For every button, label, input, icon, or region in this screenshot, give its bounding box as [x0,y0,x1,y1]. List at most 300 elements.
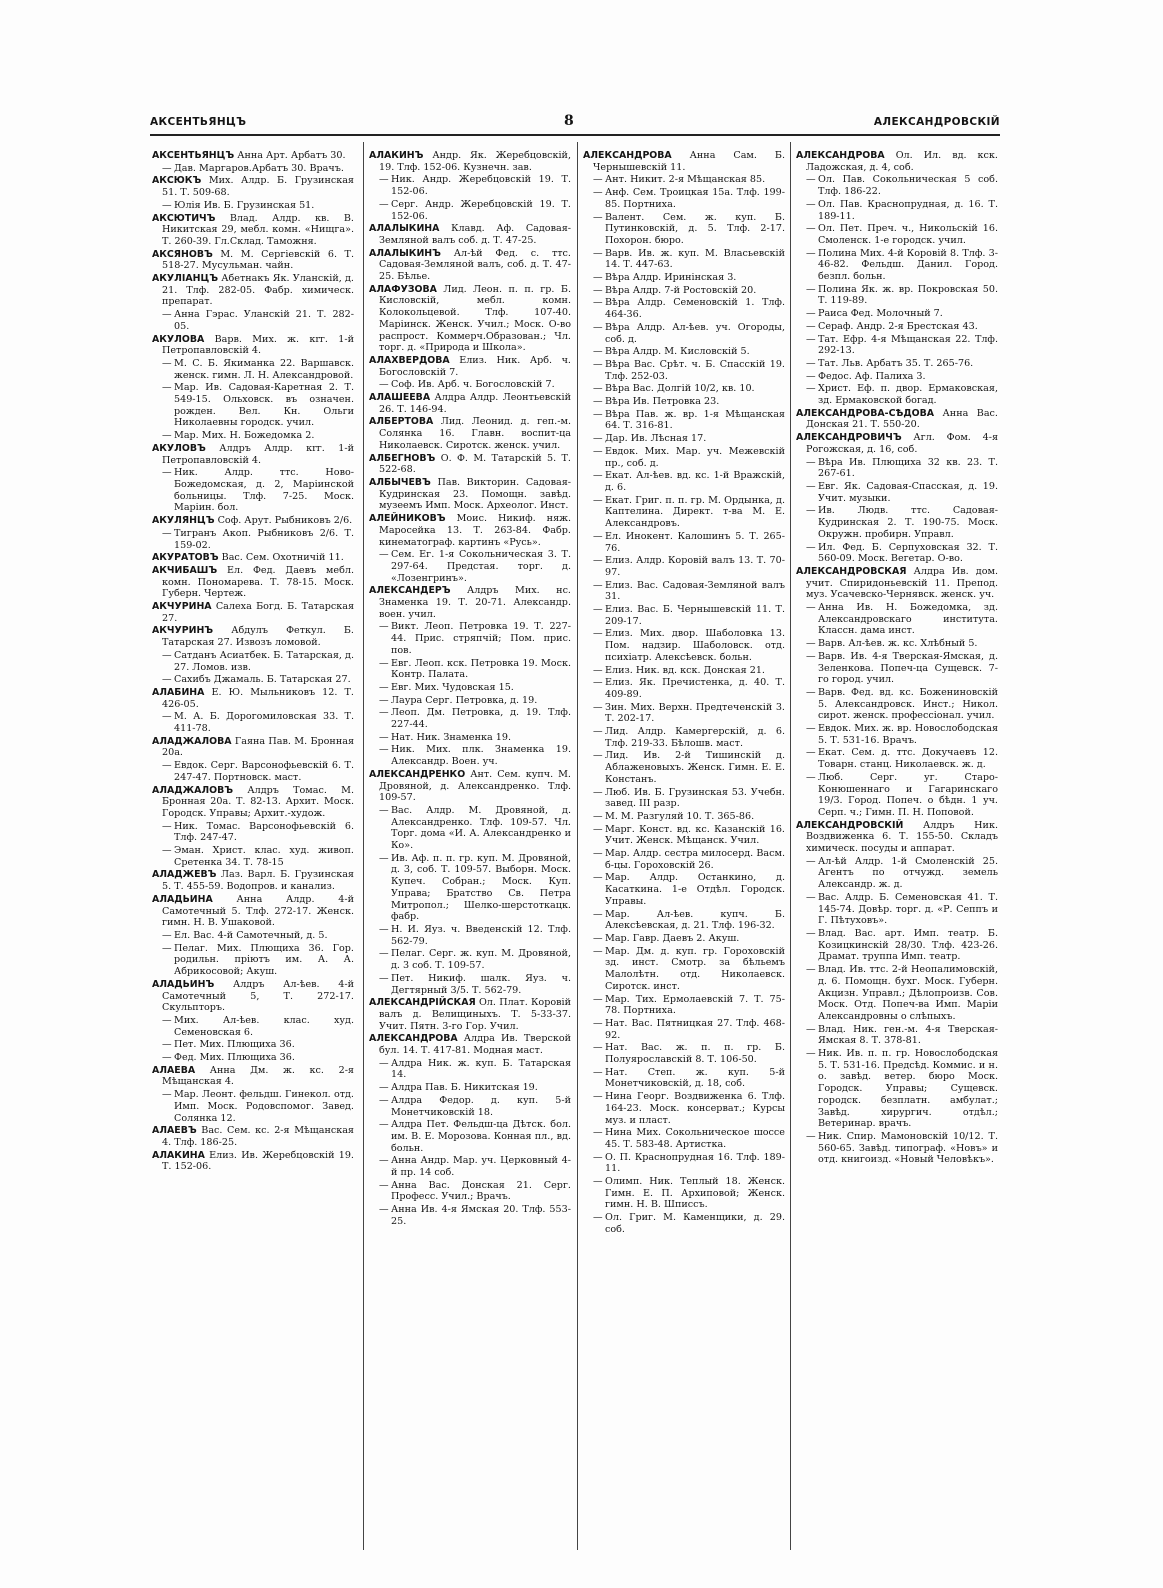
entry-dash: — [593,1176,603,1188]
entry-text: Мар. Мих. Н. Божедомка 2. [174,430,315,442]
entry-dash: — [162,1014,172,1026]
directory-entry [152,869,354,892]
sub-entry [369,924,571,947]
sub-entry [369,1155,571,1178]
entry-dash: — [379,731,389,743]
entry-text: Нат. Степ. ж. куп. 5-й Монетчиковскій, д. 18, соб. [605,1066,785,1090]
entry-text: Абдулъ Феткул. Б. Татарская 27. Извозъ ломовой. [162,625,354,649]
entry-text: Сем. Ег. 1-я Сокольническая 3. Т. 297-64. Предстая. торг. д. «Лозенгринъ». [391,549,571,584]
entry-dash: — [162,820,172,832]
entry-text: Варв. Ал-ѣев. ж. кс. Хлѣбный 5. [818,638,978,650]
entry-dash: — [593,445,603,457]
directory-entry [796,150,998,173]
surname-heading: АКСЕНТЬЯНЦЪ [152,150,235,161]
surname-heading: АКЧУРИНЪ [152,625,214,637]
entry-dash: — [162,760,172,772]
entry-dash: — [379,924,389,935]
surname-heading: АКСЯНОВЪ [152,248,213,260]
entry-text: Серг. Андр. Жеребцовскій 19. Т. 152-06. [391,198,571,222]
entry-dash: — [593,346,603,358]
entry-dash: — [379,1082,389,1094]
sub-entry [583,531,785,554]
running-header [150,113,1000,134]
sub-entry [583,470,785,493]
sub-entry [152,943,354,978]
sub-entry [583,726,785,749]
entry-dash: — [593,284,603,296]
sub-entry [369,744,571,767]
entry-text: Вѣра Ив. Петровка 23. [605,396,720,408]
directory-entry [369,248,571,283]
sub-entry [796,358,998,370]
surname-heading: АКУЛОВЪ [152,442,206,454]
entry-text: Салеха Богд. Б. Татарская 27. [162,601,354,624]
sub-entry [796,964,998,1023]
sub-entry [796,602,998,637]
entry-text: Вѣра Пав. ж. вр. 1-я Мѣщанская 64. Т. 316-81. [605,408,785,432]
surname-heading: АЛАЕВЪ [152,1125,197,1137]
entry-text: Ол. Плат. Коровій валъ д. Велищиныхъ. Т. 5-33-37. Учит. Пятн. 3-го Гор. Учил. [379,997,571,1032]
surname-heading: АЛАДЬИНА [152,893,213,905]
sub-entry [369,199,571,222]
surname-heading: АЛЕКСАНДРОВА [583,150,672,161]
entry-dash: — [593,1151,603,1163]
entry-dash: — [379,198,389,210]
entry-text: Ив. Аф. п. п. гр. куп. М. Дровяной, д. 3, соб. Т. 109-57. Выборн. Моск. Купеч. Собран.; Моск. Куп. Управа; Братство Св. Петра Митропол.; Шелко-шерстоткацк. фабр. [391,852,571,923]
sub-entry [583,580,785,603]
entry-text: Вас. Сем. Охотничій 11. [221,552,344,564]
sub-entry [583,1018,785,1041]
sub-entry [152,309,354,332]
sub-entry [583,346,785,358]
column-2 [369,150,571,1550]
surname-heading: АЛАШЕЕВА [369,392,431,404]
entry-dash: — [806,855,816,867]
sub-entry [796,892,998,927]
entry-text: Алдръ Ник. Воздвиженка 6. Т. 155-50. Складъ химическ. посуды и аппарат. [806,819,998,855]
entry-dash: — [593,872,603,884]
sub-entry [369,805,571,852]
directory-entry [152,213,354,248]
entry-dash: — [593,579,603,591]
directory-entry [152,785,354,820]
entry-text: Моис. Никиф. няж. Маросейка 13. Т. 263-84. Фабр. кинематограф. картинъ «Русь». [379,513,571,548]
sub-entry [796,687,998,722]
entry-text: Вѣра Алдр. Семеновскій 1. Тлф. 464-36. [605,297,785,321]
entry-dash: — [806,198,816,210]
surname-heading: АКЧУРИНА [152,601,212,613]
entry-dash: — [593,494,603,506]
entry-text: Анна Вас. Донская 21. Серг. Професс. Учил.; Врачъ. [391,1179,571,1203]
entry-text: Ол. Ил. вд. кск. Ладожская, д. 4, соб. [806,150,998,173]
entry-text: Алдра Алдр. Леонтьевскій 26. Т. 146-94. [379,392,571,415]
entry-text: Леоп. Дм. Петровка, д. 19. Тлф. 227-44. [391,707,571,731]
entry-dash: — [806,1048,816,1060]
sub-entry [583,297,785,320]
sub-entry [796,334,998,357]
entry-text: Анф. Сем. Троицкая 15а. Тлф. 199-85. Портниха. [605,187,785,210]
entry-text: Мар. Леонт. фельдш. Гинекол. отд. Имп. Моск. Родовспомог. Завед. Солянка 12. [174,1089,354,1124]
entry-text: Мих. Ал-ѣев. клас. худ. Семеновская 6. [174,1014,354,1038]
entry-text: Сатданъ Асиатбек. Б. Татарская, д. 27. Ломов. изв. [174,649,354,673]
entry-dash: — [593,750,603,762]
sub-entry [583,555,785,578]
entry-text: Лид. Алдр. Камергерскій, д. 6. Тлф. 219-33. Бѣлошв. маст. [605,726,785,749]
entry-text: Ник. Ив. п. п. гр. Новослободская 5. Т. 531-16. Предсѣд. Коммис. и н. о. завѣд. ветер. бюро Моск. Городск. Управы; Сущевск. городск. безплатн. амбулат.; Завѣд. хирургич. отдѣл.; Ветеринар. врачъ. [818,1048,998,1130]
sub-entry [152,200,354,212]
entry-text: Анна Сам. Б. Чернышевскій 11. [593,150,785,173]
sub-entry [583,409,785,432]
entry-dash: — [593,530,603,542]
entry-dash: — [379,707,389,719]
entry-text: Евдок. Серг. Варсонофьевскій 6. Т. 247-47. Портновск. маст. [174,760,354,783]
entry-dash: — [379,174,389,186]
header-right-guideword: АЛЕКСАНДРОВСКІЙ [873,116,1000,128]
sub-entry [583,433,785,445]
entry-text: Сахибъ Джамаль. Б. Татарская 27. [174,674,351,686]
surname-heading: АЛЕКСАНДРОВА-СѢДОВА [796,407,935,419]
sub-entry [152,382,354,429]
entry-text: Соф. Арут. Рыбниковъ 2/6. [217,515,353,527]
entry-text: Вѣра Вас. Долгій 10/2, кв. 10. [605,383,755,395]
header-left-guideword: АКСЕНТЬЯНЦЪ [150,116,247,128]
entry-dash: — [806,505,816,517]
entry-text: Дав. Маргаров.Арбатъ 30. Врачъ. [174,162,344,174]
entry-text: Вѣра Алдр. 7-й Ростовскій 20. [605,284,757,296]
surname-heading: АЛЕЙНИКОВЪ [369,513,446,525]
sub-entry [583,1176,785,1211]
sub-entry [369,174,571,197]
entry-text: Варв. Мих. ж. кrг. 1-й Петропавловскій 4. [162,333,354,357]
sub-entry [369,549,571,584]
entry-dash: — [806,333,816,345]
surname-heading: АЛБЫЧЕВЪ [369,476,431,488]
entry-dash: — [379,694,389,706]
directory-entry [152,515,354,527]
entry-text: Тат. Льв. Арбатъ 35. Т. 265-76. [818,357,974,369]
entry-text: Елиз. Вас. Б. Чернышевскій 11. Т. 209-17. [605,604,785,627]
entry-text: Влад. Алдр. кв. В. Никитская 29, мебл. комн. «Нищга». Т. 260-39. Гл.Склад. Таможня. [162,212,354,247]
sub-entry [796,928,998,963]
directory-entry [369,513,571,548]
entry-text: Алдра Ив. Тверской бул. 14. Т. 417-81. Модная маст. [379,1033,571,1057]
sub-entry [152,674,354,686]
entry-text: Елиз. Алдр. Коровій валъ 13. Т. 70-97. [605,555,785,578]
entry-text: Ник. Томас. Варсонофьевскій 6. Тлф. 247-47. [174,820,354,844]
entry-text: Соф. Ив. Арб. ч. Богословскій 7. [391,379,555,391]
entry-dash: — [593,211,603,223]
entry-text: О. П. Краснопрудная 16. Тлф. 189-11. [605,1151,785,1175]
entry-text: Ал-ѣй Фед. с. ттс. Садовая-Земляной валъ, соб. д. Т. 47-25. Бѣлье. [379,247,571,283]
entry-text: Ол. Пав. Сокольническая 5 соб. Тлф. 186-22. [818,174,998,198]
entry-dash: — [593,470,603,482]
surname-heading: АЛАЕВА [152,1064,196,1076]
sub-entry [583,1212,785,1235]
entry-dash: — [806,370,816,382]
directory-entry [152,565,354,600]
entry-text: Мар. Алдр. сестра милосерд. Васм. б-цы. Гороховскій 26. [605,848,785,871]
entry-dash: — [806,928,816,939]
sub-entry [369,1180,571,1203]
entry-text: Викт. Леоп. Петровка 19. Т. 227-44. Прис. стряпчій; Пом. прис. пов. [391,621,571,656]
entry-text: Сераф. Андр. 2-я Брестская 43. [818,320,978,332]
directory-entry [369,392,571,415]
entry-text: Алдра Пав. Б. Никитская 19. [391,1082,538,1094]
surname-heading: АЛАДЖЕВЪ [152,869,217,881]
sub-entry [583,933,785,945]
sub-entry [583,628,785,663]
entry-text: Анна Гэрас. Уланскій 21. Т. 282-05. [174,309,354,332]
entry-dash: — [379,972,389,984]
entry-dash: — [162,199,172,211]
entry-text: Мар. Ив. Садовая-Каретная 2. Т. 549-15. Ольховск. въ означен. рожден. Вел. Кн. Ольги Николаевны городск. учил. [174,382,354,429]
entry-dash: — [806,283,816,295]
entry-dash: — [806,771,816,783]
surname-heading: АКСЮТИЧЪ [152,212,216,224]
column-divider [577,142,578,1550]
sub-entry [583,396,785,408]
entry-dash: — [806,308,816,320]
entry-dash: — [162,357,172,369]
entry-text: Вѣра Алдр. Иринінская 3. [605,272,737,284]
sub-entry [583,1091,785,1126]
directory-entry [369,355,571,378]
entry-text: Влад. Вас. арт. Имп. театр. Б. Козицкинскій 28/30. Тлф. 423-26. Драмат. труппа Имп. театр. [818,928,998,963]
entry-text: Нина Мих. Сокольническое шоссе 45. Т. 583-48. Артистка. [605,1127,785,1150]
sub-entry [796,174,998,197]
sub-entry [796,284,998,307]
entry-dash: — [593,810,603,822]
sub-entry [369,707,571,730]
sub-entry [152,821,354,844]
sub-entry [152,430,354,442]
entry-dash: — [379,681,389,693]
directory-entry [583,150,785,173]
entry-text: Ник. Спир. Мамоновскій 10/12. Т. 560-65. Завѣд. типограф. «Новъ» и отд. книгоизд. «Новый Человѣкъ». [818,1130,998,1166]
sub-entry [369,1119,571,1154]
sub-entry [369,682,571,694]
entry-dash: — [593,726,603,738]
entry-dash: — [379,1204,389,1216]
sub-entry [583,322,785,345]
entry-text: М. М. Сергіевскій 6. Т. 518-27. Мусульман. чайн. [162,248,354,272]
entry-text: Пелаг. Мих. Плющиха 36. Гор. родильн. пріютъ им. А. А. Абрикосовой; Акуш. [174,942,354,978]
entry-text: Анна Ив. 4-я Ямская 20. Тлф. 553-25. [391,1204,571,1227]
entry-text: Анна Андр. Мар. уч. Церковный 4-й пр. 14 соб. [391,1155,571,1179]
sub-entry [796,321,998,333]
entry-text: Вѣра Ив. Плющиха 32 кв. 23. Т. 267-61. [818,456,998,480]
sub-entry [583,1127,785,1150]
entry-text: М. М. Разгуляй 10. Т. 365-86. [605,810,755,822]
entry-text: Пет. Мих. Плющиха 36. [174,1039,295,1051]
entry-text: Вас. Алдр. Б. Семеновская 41. Т. 145-74. Довѣр. торг. д. «Р. Сеппъ и Г. Пѣтуховъ». [818,891,998,927]
entry-text: Е. Ю. Мыльниковъ 12. Т. 426-05. [162,686,354,710]
sub-entry [583,495,785,530]
entry-text: Варв. Ив. ж. куп. М. Власьевскій 14. Т. 447-63. [605,247,785,271]
entry-text: Евдок. Мих. ж. вр. Новослободская 5. Т. 531-16. Врачъ. [818,723,998,746]
entry-text: Ив. Людв. ттс. Садовая-Кудринская 2. Т. 190-75. Моск. Окружн. пробирн. Управл. [818,505,998,540]
entry-dash: — [162,1039,172,1051]
entry-text: Елиз. Мих. двор. Шаболовка 13. Пом. надзир. Шаболовск. отд. психіатр. Алексѣевск. больн. [605,628,785,663]
sub-entry [369,973,571,996]
entry-dash: — [162,674,172,686]
surname-heading: АЛЕКСАНДРІЙСКАЯ [369,997,476,1009]
sub-entry [152,1015,354,1038]
entry-text: Мар. Ал-ѣев. купч. Б. Алексѣевская, д. 21. Тлф. 196-32. [605,908,785,932]
sub-entry [796,199,998,222]
entry-dash: — [806,223,816,235]
sub-entry [369,695,571,707]
sub-entry [796,481,998,504]
surname-heading: АЛЕКСАНДРЕНКО [369,768,466,780]
entry-dash: — [593,174,603,186]
entry-text: Анна Вас. Донская 21. Т. 550-20. [806,407,998,431]
entry-dash: — [806,541,816,553]
header-rule [150,134,1000,136]
entry-dash: — [593,383,603,395]
entry-text: Фед. Мих. Плющиха 36. [174,1052,295,1064]
entry-dash: — [162,711,172,723]
entry-text: Агл. Фом. 4-я Рогожская, д. 16, соб. [806,432,998,455]
entry-dash: — [379,1057,389,1069]
surname-heading: АЛЕКСАНДРОВА [369,1033,458,1045]
entry-text: Пелаг. Серг. ж. куп. М. Дровяной, д. 3 соб. Т. 109-57. [391,948,571,972]
entry-dash: — [806,456,816,468]
entry-text: Мар. Гавр. Даевъ 2. Акуш. [605,933,740,944]
entry-text: Алдръ Алдр. кrг. 1-й Петропавловскій 4. [162,442,354,466]
entry-text: Нат. Ник. Знаменка 19. [391,731,511,743]
entry-text: Лид. Леон. п. п. гр. Б. Кисловскій, мебл. комн. Колокольцевой. Тлф. 107-40. Маріинск. Женск. Учил.; Моск. О-во распрост. Коммерч.Образован.; Чл. торг. д. «Природа и Школа». [379,283,571,354]
entry-dash: — [806,723,816,735]
entry-text: Ел. Инокент. Калошинъ 5. Т. 265-76. [605,530,785,554]
entry-dash: — [806,686,816,698]
sub-entry [796,638,998,650]
directory-entry [369,223,571,246]
surname-heading: АЛЕКСАНДРОВСКІЙ [796,819,904,831]
entry-text: Ал-ѣй Алдр. 1-й Смоленскій 25. Агентъ по отчужд. земель Александр. ж. д. [818,855,998,891]
entry-text: Анна Арт. Арбатъ 30. [237,150,346,161]
entry-text: Елиз. Ив. Жеребцовскій 19. Т. 152-06. [162,1149,354,1173]
entry-dash: — [593,1091,603,1103]
entry-dash: — [593,297,603,309]
entry-dash: — [379,657,389,669]
entry-text: Марг. Конст. вд. кс. Казанскій 16. Учит. Женск. Мѣщанск. Учил. [605,823,785,847]
surname-heading: АЛАЛЫКИНЪ [369,247,441,259]
directory-entry [369,150,571,173]
entry-dash: — [806,638,816,650]
entry-text: Алдръ Мих. нс. Знаменка 19. Т. 20-71. Александр. воен. учил. [379,585,571,620]
entry-dash: — [593,396,603,408]
entry-text: Лид. Леонид. д. геп.-м. Солянка 16. Главн. воспит-ца Николаевск. Сиротск. женск. учил. [379,416,571,451]
column-divider [363,142,364,1550]
sub-entry [152,528,354,551]
entry-text: Алдра Ник. ж. куп. Б. Татарская 14. [391,1057,571,1081]
surname-heading: АЛАКИНА [152,1149,205,1161]
surname-heading: АКУЛОВА [152,333,205,345]
directory-entry [369,416,571,451]
entry-dash: — [379,852,389,864]
entry-dash: — [593,433,603,445]
entry-text: Екат. Григ. п. п. гр. М. Ордынка, д. Каптелина. Директ. т-ва М. Е. Александровъ. [605,494,785,530]
entry-text: О. Ф. М. Татарскій 5. Т. 522-68. [379,452,571,476]
entry-text: Нина Георг. Воздвиженка 6. Тлф. 164-23. Моск. консерват.; Курсы муз. и пласт. [605,1091,785,1126]
directory-entry [369,585,571,620]
sub-entry [583,909,785,932]
entry-dash: — [162,527,172,539]
entry-text: Лид. Ив. 2-й Тишинскій д. Аблаженовыхъ. Женск. Гимн. Е. Е. Констанъ. [605,750,785,785]
directory-entry [152,1150,354,1173]
entry-dash: — [593,945,603,957]
sub-entry [583,702,785,725]
entry-text: Екат. Ал-ѣев. вд. кс. 1-й Вражскій, д. 6. [605,470,785,493]
entry-text: Мар. Дм. д. куп. гр. Гороховскій зд. инст. Смотр. за бѣльемъ Малолѣтн. отд. Николаевск. Сиротск. инст. [605,945,785,992]
directory-entry [152,625,354,648]
entry-text: Зин. Мих. Верхн. Предтеченскій 3. Т. 202-17. [605,701,785,725]
entry-dash: — [593,1212,603,1224]
entry-text: Н. И. Яуз. ч. Введенскій 12. Тлф. 562-79. [391,924,571,947]
sub-entry [583,187,785,210]
sub-entry [796,542,998,565]
entry-dash: — [379,1155,389,1167]
directory-entry [152,687,354,710]
sub-entry [583,677,785,700]
directory-entry [152,249,354,272]
entry-text: Алдръ Ал-ѣев. 4-й Самотечный 5, Т. 272-17. Скульпторъ. [162,978,354,1014]
sub-entry [796,651,998,686]
sub-entry [583,1067,785,1090]
entry-text: Алдра Федор. д. куп. 5-й Монетчиковскій 18. [391,1094,571,1118]
directory-entry [369,769,571,804]
entry-dash: — [806,1023,816,1035]
entry-text: Клавд. Аф. Садовая-Земляной валъ соб. д. Т. 47-25. [379,223,571,246]
sub-entry [583,285,785,297]
entry-dash: — [593,677,603,689]
sub-entry [152,711,354,734]
entry-dash: — [593,701,603,713]
sub-entry [583,665,785,677]
entry-text: Ант. Сем. купч. М. Дровяной, д. Александренко. Тлф. 109-57. [379,768,571,804]
entry-text: Елиз. Ник. вд. кск. Донская 21. [605,664,765,676]
entry-text: Елиз. Вас. Садовая-Земляной валъ 31. [605,579,785,603]
sub-entry [369,379,571,391]
sub-entry [583,446,785,469]
entry-dash: — [379,744,389,756]
entry-dash: — [593,848,603,860]
entry-dash: — [593,993,603,1005]
entry-text: Мар. Тих. Ермолаевскій 7. Т. 75-78. Портниха. [605,993,785,1017]
entry-dash: — [379,1119,389,1131]
entry-dash: — [806,320,816,332]
entry-text: Тигранъ Акоп. Рыбниковъ 2/6. Т. 159-02. [174,527,354,551]
entry-text: Дар. Ив. Лѣсная 17. [605,433,707,445]
surname-heading: АКУРАТОВЪ [152,552,219,564]
entry-text: Алдра Пет. Фельдш-ца Дѣтск. бол. им. В. Е. Морозова. Конная пл., вд. больн. [391,1119,571,1154]
entry-dash: — [593,1127,603,1139]
entry-dash: — [162,382,172,394]
directory-page [150,112,1000,1552]
sub-entry [583,1042,785,1065]
entry-dash: — [806,174,816,186]
surname-heading: АКУЛІАНЦЪ [152,273,219,285]
sub-entry [583,174,785,186]
sub-entry [583,824,785,847]
sub-entry [369,1058,571,1081]
sub-entry [583,383,785,395]
entry-text: Ел. Вас. 4-й Самотечный, д. 5. [174,930,328,941]
entry-text: Ник. Мих. плк. Знаменка 19. Александр. Воен. уч. [391,744,571,768]
entry-text: Тат. Ефр. 4-я Мѣщанская 22. Тлф. 292-13. [818,333,998,357]
directory-entry [152,150,354,162]
